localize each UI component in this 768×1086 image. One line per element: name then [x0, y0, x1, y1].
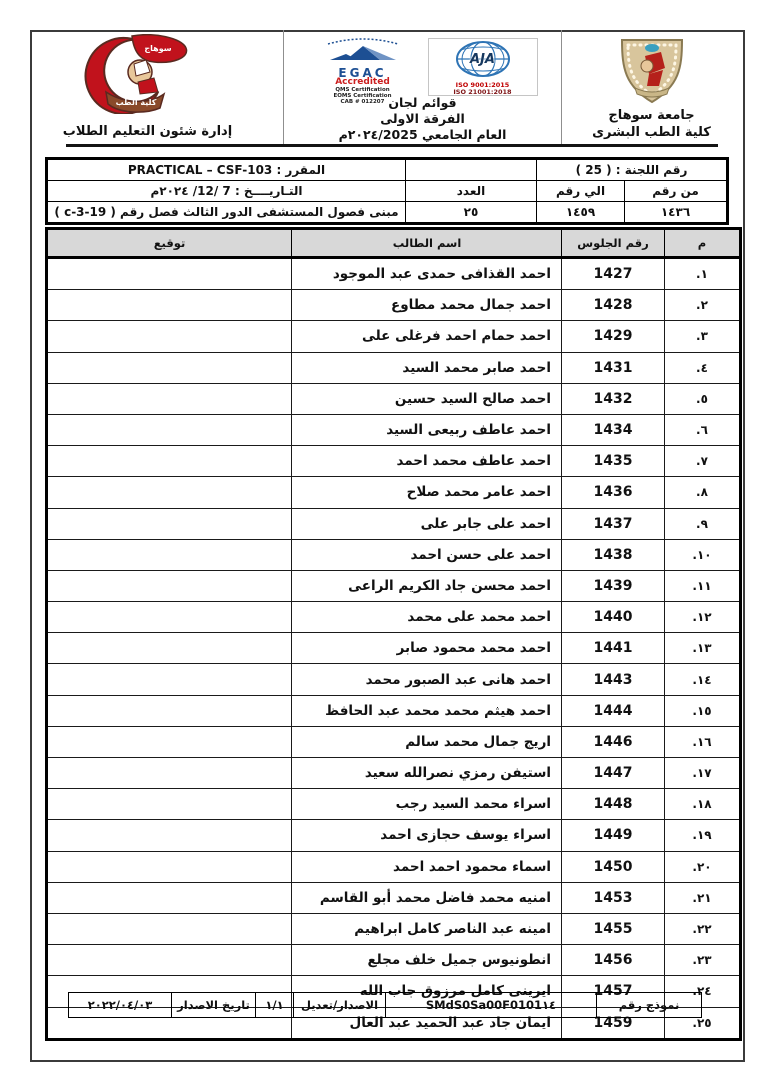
table-row — [47, 446, 741, 477]
faculty-name: كلية الطب البشرى — [592, 125, 711, 140]
row-number: ٤. — [665, 352, 741, 383]
document-titles — [284, 95, 561, 143]
issue-date-value: ٢٠٢٢/٠٤/٠٣ — [69, 993, 172, 1018]
signature-cell — [47, 945, 292, 976]
row-number: ١٤. — [665, 664, 741, 695]
table-row — [47, 477, 741, 508]
students-table — [45, 227, 742, 1041]
student-name: اريج جمال محمد سالم — [292, 726, 562, 757]
seat-number: 1453 — [562, 882, 665, 913]
column-header-signature: توقيع — [47, 229, 292, 258]
row-number: ٢٣. — [665, 945, 741, 976]
student-name: ايمان جاد عبد الحميد عبد العال — [292, 1007, 562, 1039]
count-value: ٢٥ — [406, 202, 537, 224]
table-row — [47, 789, 741, 820]
issue-date-label: تاريخ الاصدار — [172, 993, 256, 1018]
seat-number: 1436 — [562, 477, 665, 508]
egac-pyramid-icon — [308, 38, 418, 64]
empty-cell — [406, 159, 537, 181]
student-name: امنيه محمد فاضل محمد أبو القاسم — [292, 882, 562, 913]
table-row — [47, 258, 741, 290]
seat-number: 1437 — [562, 508, 665, 539]
student-name: احمد محمد محمود صابر — [292, 633, 562, 664]
from-number-label: من رقم — [625, 181, 728, 202]
table-row — [47, 851, 741, 882]
student-name: احمد القذافى حمدى عبد الموجود — [292, 258, 562, 290]
table-row — [47, 913, 741, 944]
title-academic-year: العام الجامعي ٢٠٢٤/2025م — [338, 127, 507, 142]
seat-number: 1449 — [562, 820, 665, 851]
university-name-block — [562, 107, 741, 141]
seat-number: 1450 — [562, 851, 665, 882]
egac-cert-line1: QMS Certification — [335, 87, 390, 93]
row-number: ٢. — [665, 290, 741, 321]
signature-cell — [47, 758, 292, 789]
student-name: ايرينى كامل مرزوق جاب الله — [292, 976, 562, 1007]
row-number: ٨. — [665, 477, 741, 508]
student-name: احمد جمال محمد مطاوع — [292, 290, 562, 321]
seat-number: 1429 — [562, 321, 665, 352]
seat-number: 1455 — [562, 913, 665, 944]
seat-number: 1459 — [562, 1007, 665, 1039]
signature-cell — [47, 539, 292, 570]
seat-number: 1432 — [562, 383, 665, 414]
table-row — [47, 945, 741, 976]
column-header-seat: رقم الجلوس — [562, 229, 665, 258]
row-number: ٥. — [665, 383, 741, 414]
signature-cell — [47, 602, 292, 633]
table-row — [47, 695, 741, 726]
table-row — [47, 633, 741, 664]
table-row — [47, 508, 741, 539]
table-row — [47, 414, 741, 445]
row-number: ١٥. — [665, 695, 741, 726]
row-number: ٢٥. — [665, 1007, 741, 1039]
egac-cert-line3: CAB # 012207 — [340, 99, 385, 105]
row-number: ١٨. — [665, 789, 741, 820]
aja-name-label: AJA — [470, 52, 495, 67]
to-number-label: الي رقم — [537, 181, 625, 202]
signature-cell — [47, 913, 292, 944]
university-name: جامعة سوهاج — [608, 108, 695, 123]
column-header-number: م — [665, 229, 741, 258]
student-name: اسماء محمود احمد احمد — [292, 851, 562, 882]
aja-iso-21001-label: ISO 21001:2018 — [453, 88, 512, 96]
row-number: ٧. — [665, 446, 741, 477]
issue-revision-value: ١/١ — [256, 993, 294, 1018]
row-number: ١٣. — [665, 633, 741, 664]
egac-cert-line2: EOMS Certification — [333, 93, 392, 99]
student-name: احمد محسن جاد الكريم الراعى — [292, 570, 562, 601]
signature-cell — [47, 383, 292, 414]
header-center-section — [283, 30, 562, 145]
student-table-body — [47, 258, 741, 1040]
student-name: احمد حمام احمد فرغلى على — [292, 321, 562, 352]
row-number: ٢٤. — [665, 976, 741, 1007]
table-row — [47, 321, 741, 352]
header-right-section — [562, 30, 741, 145]
signature-cell — [47, 321, 292, 352]
student-name: احمد عاطف محمد احمد — [292, 446, 562, 477]
exam-date-cell: التـاريــــخ : 7 /12/ ٢٠٢٤م — [47, 181, 406, 202]
form-code-value: SMdS0Sa00F0101١٤ — [386, 993, 597, 1018]
count-label: العدد — [406, 181, 537, 202]
seat-number: 1456 — [562, 945, 665, 976]
row-number: ١٦. — [665, 726, 741, 757]
signature-cell — [47, 258, 292, 290]
table-row — [47, 820, 741, 851]
seat-number: 1440 — [562, 602, 665, 633]
row-number: ٩. — [665, 508, 741, 539]
student-name: احمد صالح السيد حسين — [292, 383, 562, 414]
table-row — [47, 602, 741, 633]
row-number: ٦. — [665, 414, 741, 445]
egac-logo — [308, 38, 418, 105]
student-name: احمد عامر محمد صلاح — [292, 477, 562, 508]
seat-number: 1457 — [562, 976, 665, 1007]
header-left-section — [32, 30, 283, 145]
table-row — [47, 726, 741, 757]
seat-number: 1434 — [562, 414, 665, 445]
university-shield-logo-icon — [562, 34, 741, 110]
title-first-year: الفرقة الاولى — [380, 111, 465, 126]
student-name: احمد هانى عبد الصبور محمد — [292, 664, 562, 695]
to-number-value: ١٤٥٩ — [537, 202, 625, 224]
signature-cell — [47, 695, 292, 726]
table-row — [47, 664, 741, 695]
row-number: ١١. — [665, 570, 741, 601]
seat-number: 1428 — [562, 290, 665, 321]
table-row — [47, 383, 741, 414]
title-committee-lists: قوائم لجان — [388, 95, 457, 110]
exam-location-cell: مبنى فصول المستشفى الدور الثالث فصل رقم ( ‎c-3-19‎ ) — [47, 202, 406, 224]
table-row — [47, 758, 741, 789]
row-number: ٢٠. — [665, 851, 741, 882]
seat-number: 1446 — [562, 726, 665, 757]
svg-text:سوهاج: سوهاج — [144, 44, 172, 53]
student-name: احمد محمد على محمد — [292, 602, 562, 633]
student-name: احمد عاطف ربيعى السيد — [292, 414, 562, 445]
row-number: ٢٢. — [665, 913, 741, 944]
column-header-name: اسم الطالب — [292, 229, 562, 258]
issue-revision-label: الاصدار/تعديل — [294, 993, 386, 1018]
student-name: احمد صابر محمد السيد — [292, 352, 562, 383]
course-cell: المقرر : PRACTICAL – CSF-103 — [47, 159, 406, 181]
seat-number: 1427 — [562, 258, 665, 290]
seat-number: 1439 — [562, 570, 665, 601]
egac-accredited-label: Accredited — [335, 77, 390, 87]
row-number: ١٠. — [665, 539, 741, 570]
student-name: احمد على جابر على — [292, 508, 562, 539]
student-name: انطونيوس جميل خلف مجلع — [292, 945, 562, 976]
seat-number: 1431 — [562, 352, 665, 383]
signature-cell — [47, 446, 292, 477]
committee-info-table — [45, 157, 729, 225]
row-number: ١٢. — [665, 602, 741, 633]
seat-number: 1444 — [562, 695, 665, 726]
signature-cell — [47, 414, 292, 445]
row-number: ١٧. — [665, 758, 741, 789]
seat-number: 1438 — [562, 539, 665, 570]
from-number-value: ١٤٣٦ — [625, 202, 728, 224]
signature-cell — [47, 477, 292, 508]
seat-number: 1441 — [562, 633, 665, 664]
seat-number: 1447 — [562, 758, 665, 789]
department-label: إدارة شئون التعليم الطلاب — [62, 124, 233, 139]
signature-cell — [47, 726, 292, 757]
form-footer-table — [68, 992, 702, 1018]
table-row — [47, 570, 741, 601]
signature-cell — [47, 508, 292, 539]
table-row — [47, 882, 741, 913]
row-number: ٣. — [665, 321, 741, 352]
signature-cell — [47, 290, 292, 321]
student-name: احمد هيثم محمد محمد عبد الحافظ — [292, 695, 562, 726]
signature-cell — [47, 633, 292, 664]
signature-cell — [47, 789, 292, 820]
signature-cell — [47, 882, 292, 913]
aja-iso-9001-label: ISO 9001:2015 — [455, 81, 510, 89]
svg-text:كلية الطب: كلية الطب — [115, 98, 157, 107]
row-number: ١. — [665, 258, 741, 290]
signature-cell — [47, 851, 292, 882]
student-name: اسراء محمد السيد رجب — [292, 789, 562, 820]
signature-cell — [47, 664, 292, 695]
student-name: اسراء يوسف حجازى احمد — [292, 820, 562, 851]
student-name: استيفن رمزي نصرالله سعيد — [292, 758, 562, 789]
student-name: امينه عبد الناصر كامل ابراهيم — [292, 913, 562, 944]
header-divider-rule — [66, 144, 718, 147]
student-name: احمد على حسن احمد — [292, 539, 562, 570]
committee-number-cell: رقم اللجنة : ( 25 ) — [537, 159, 728, 181]
table-row — [47, 539, 741, 570]
seat-number: 1443 — [562, 664, 665, 695]
form-number-label: نموذج رقم — [597, 993, 702, 1018]
table-row — [47, 290, 741, 321]
seat-number: 1448 — [562, 789, 665, 820]
egac-name-label: EGAC — [338, 66, 387, 80]
signature-cell — [47, 352, 292, 383]
signature-cell — [47, 570, 292, 601]
seat-number: 1435 — [562, 446, 665, 477]
faculty-crescent-logo-icon — [54, 34, 224, 118]
students-table-header-row — [47, 229, 741, 258]
row-number: ٢١. — [665, 882, 741, 913]
aja-logo — [428, 38, 538, 96]
row-number: ١٩. — [665, 820, 741, 851]
signature-cell — [47, 820, 292, 851]
table-row — [47, 352, 741, 383]
